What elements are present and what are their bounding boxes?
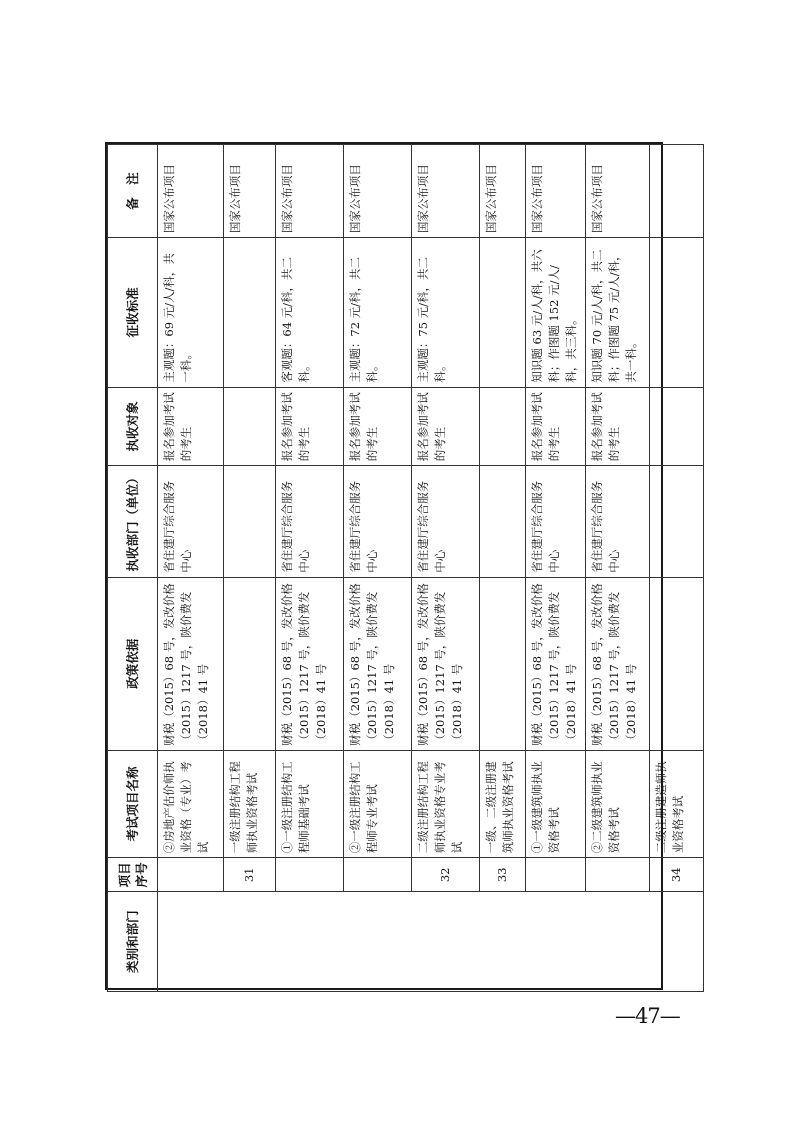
basis-cell: 财税（2015）68 号，发改价格（2015）1217 号，陕价费发（2018）41 号 (276, 577, 344, 750)
standard-cell (224, 238, 276, 387)
target-cell (224, 387, 276, 466)
fee-table-frame (105, 142, 685, 990)
seq-cell: 33 (480, 858, 526, 892)
table-row (412, 145, 480, 992)
header-standard: 征收标准 (108, 238, 158, 387)
remark-cell: 国家公布项目 (526, 145, 586, 238)
remark-cell: 国家公布项目 (586, 145, 650, 238)
exam-cell: 二级注册结构工程师执业资格专业考试 (412, 750, 480, 858)
standard-cell: 知识题 70 元/人/科，共二科；作图题 75 元/人/科，共一科。 (586, 238, 650, 387)
seq-cell: 34 (650, 858, 704, 892)
remark-cell: 国家公布项目 (158, 145, 224, 238)
header-seq: 项目序号 (108, 858, 158, 892)
seq-cell (276, 858, 344, 892)
seq-cell (158, 858, 224, 892)
header-collector: 执收部门（单位） (108, 466, 158, 577)
target-cell (480, 387, 526, 466)
collector-cell: 省住建厅综合服务中心 (276, 466, 344, 577)
exam-cell: 一级注册结构工程师执业资格考试 (224, 750, 276, 858)
basis-cell (650, 577, 704, 750)
exam-cell: 一级、二级注册建筑师执业资格考试 (480, 750, 526, 858)
header-basis: 政策依据 (108, 577, 158, 750)
target-cell: 报名参加考试的考生 (526, 387, 586, 466)
standard-cell: 主观题：75 元/科，共二科。 (412, 238, 480, 387)
fee-table (107, 144, 704, 992)
target-cell: 报名参加考试的考生 (158, 387, 224, 466)
collector-cell (224, 466, 276, 577)
basis-cell: 财税（2015）68 号，发改价格（2015）1217 号，陕价费发（2018）41 号 (526, 577, 586, 750)
seq-cell (526, 858, 586, 892)
basis-cell (224, 577, 276, 750)
collector-cell: 省住建厅综合服务中心 (158, 466, 224, 577)
header-remark: 备 注 (108, 145, 158, 238)
exam-cell: ②一级注册结构工程师专业考试 (344, 750, 412, 858)
seq-cell: 31 (224, 858, 276, 892)
standard-cell: 主观题：72 元/科，共二科。 (344, 238, 412, 387)
exam-cell: ①一级注册结构工程师基础考试 (276, 750, 344, 858)
table-row (526, 145, 586, 992)
remark-cell: 国家公布项目 (276, 145, 344, 238)
target-cell: 报名参加考试的考生 (276, 387, 344, 466)
page-number: —47— (615, 1004, 680, 1028)
basis-cell: 财税（2015）68 号，发改价格（2015）1217 号，陕价费发（2018）41 号 (586, 577, 650, 750)
header-exam: 考试项目名称 (108, 750, 158, 858)
exam-cell: ①一级建筑师执业资格考试 (526, 750, 586, 858)
exam-cell: ②二级建筑师执业资格考试 (586, 750, 650, 858)
target-cell (650, 387, 704, 466)
collector-cell (650, 466, 704, 577)
collector-cell (480, 466, 526, 577)
remark-cell (650, 145, 704, 238)
collector-cell: 省住建厅综合服务中心 (412, 466, 480, 577)
table-row (224, 145, 276, 992)
seq-cell (586, 858, 650, 892)
standard-cell (650, 238, 704, 387)
standard-cell: 知识题 63 元/人/科，共六科；作图题 152 元/人/科，共三科。 (526, 238, 586, 387)
target-cell: 报名参加考试的考生 (412, 387, 480, 466)
table-row (344, 145, 412, 992)
collector-cell: 省住建厅综合服务中心 (526, 466, 586, 577)
basis-cell: 财税（2015）68 号，发改价格（2015）1217 号，陕价费发（2018）41 号 (158, 577, 224, 750)
basis-cell (480, 577, 526, 750)
remark-cell: 国家公布项目 (344, 145, 412, 238)
header-row (108, 145, 158, 992)
header-category: 类别和部门 (108, 892, 158, 992)
table-row (480, 145, 526, 992)
exam-cell: ②房地产估价师执业资格（专业）考试 (158, 750, 224, 858)
standard-cell: 客观题：64 元/科，共二科。 (276, 238, 344, 387)
standard-cell (480, 238, 526, 387)
remark-cell: 国家公布项目 (224, 145, 276, 238)
seq-cell: 32 (412, 858, 480, 892)
table-row (158, 145, 224, 992)
basis-cell: 财税（2015）68 号，发改价格（2015）1217 号，陕价费发（2018）41 号 (412, 577, 480, 750)
basis-cell: 财税（2015）68 号，发改价格（2015）1217 号，陕价费发（2018）41 号 (344, 577, 412, 750)
table-row (276, 145, 344, 992)
collector-cell: 省住建厅综合服务中心 (344, 466, 412, 577)
collector-cell: 省住建厅综合服务中心 (586, 466, 650, 577)
remark-cell: 国家公布项目 (412, 145, 480, 238)
standard-cell: 主观题：69 元/人/科，共一科。 (158, 238, 224, 387)
seq-cell (344, 858, 412, 892)
table-row (650, 145, 704, 992)
table-row (586, 145, 650, 992)
exam-cell: 二级注册建造师执业资格考试 (650, 750, 704, 858)
target-cell: 报名参加考试的考生 (586, 387, 650, 466)
remark-cell: 国家公布项目 (480, 145, 526, 238)
target-cell: 报名参加考试的考生 (344, 387, 412, 466)
category-cell (158, 892, 704, 992)
header-target: 执收对象 (108, 387, 158, 466)
